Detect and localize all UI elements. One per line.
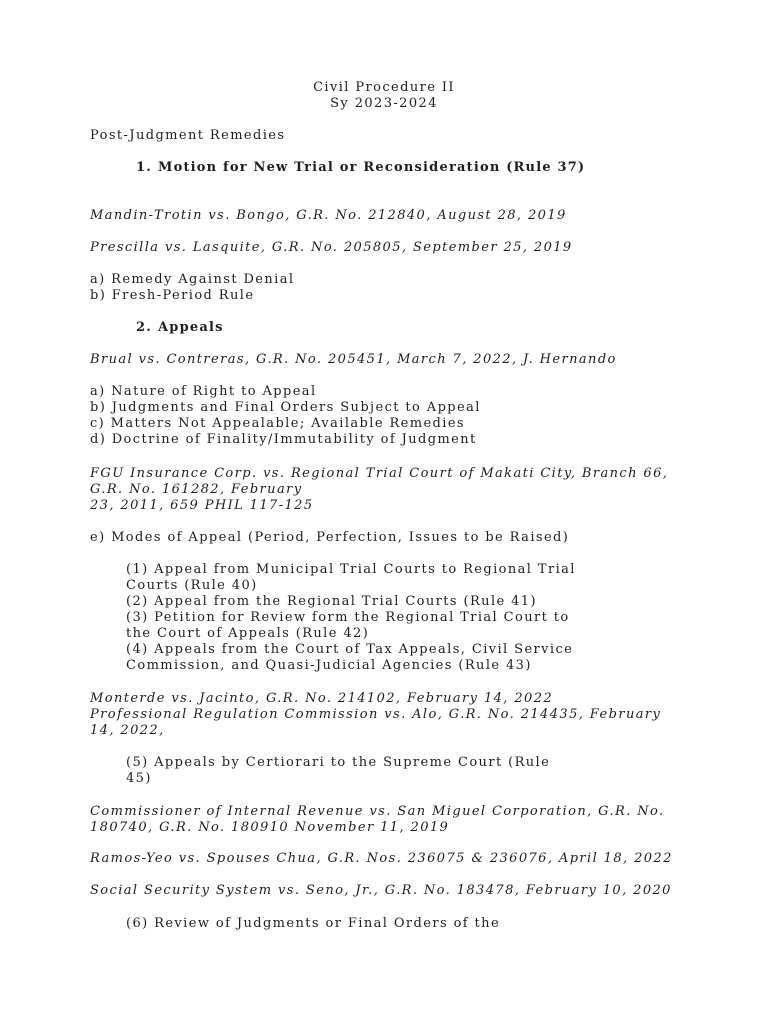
topic2-heading: Appeals [158, 320, 224, 335]
mode-item: (5) Appeals by Certiorari to the Supreme Court (Rule [126, 755, 551, 770]
case-citation: Prescilla vs. Lasquite, G.R. No. 205805, September 25, 2019 [90, 240, 573, 255]
section-title: Post-Judgment Remedies [90, 128, 286, 143]
topic1-number: 1. [136, 160, 152, 175]
case-citation: Social Security System vs. Seno, Jr., G.R. No. 183478, February 10, 2020 [90, 883, 672, 898]
case-citation: 23, 2011, 659 PHIL 117-125 [90, 498, 314, 513]
mode-item: (4) Appeals from the Court of Tax Appeals, Civil Service [126, 642, 574, 657]
subtopic-item: c) Matters Not Appealable; Available Remedies [90, 416, 466, 431]
subtopic-item: d) Doctrine of Finality/Immutability of Judgment [90, 432, 477, 447]
mode-item: Commission, and Quasi-Judicial Agencies (Rule 43) [126, 658, 532, 673]
case-citation: Ramos-Yeo vs. Spouses Chua, G.R. Nos. 236075 & 236076, April 18, 2022 [90, 851, 673, 866]
mode-item: Courts (Rule 40) [126, 578, 258, 593]
topic1-heading: Motion for New Trial or Reconsideration (Rule 37) [158, 160, 586, 175]
mode-item: (2) Appeal from the Regional Trial Courts (Rule 41) [126, 594, 537, 609]
topic2-number: 2. [136, 320, 152, 335]
course-title: Civil Procedure II [313, 80, 455, 95]
case-citation: Professional Regulation Commission vs. Alo, G.R. No. 214435, February [90, 707, 662, 722]
case-citation: FGU Insurance Corp. vs. Regional Trial Court of Makati City, Branch 66, [90, 466, 669, 481]
school-year: Sy 2023-2024 [330, 96, 438, 111]
mode-item: (1) Appeal from Municipal Trial Courts to Regional Trial [126, 562, 576, 577]
mode-item: (3) Petition for Review form the Regional Trial Court to [126, 610, 570, 625]
case-citation: Monterde vs. Jacinto, G.R. No. 214102, February 14, 2022 [90, 691, 554, 706]
modes-heading: e) Modes of Appeal (Period, Perfection, Issues to be Raised) [90, 530, 570, 545]
mode-item: the Court of Appeals (Rule 42) [126, 626, 370, 641]
case-citation: 180740, G.R. No. 180910 November 11, 2019 [90, 820, 450, 835]
subtopic-item: b) Fresh-Period Rule [90, 288, 255, 303]
case-citation: Brual vs. Contreras, G.R. No. 205451, March 7, 2022, J. Hernando [90, 352, 617, 367]
case-citation: Commissioner of Internal Revenue vs. San Miguel Corporation, G.R. No. [90, 804, 665, 819]
case-citation: G.R. No. 161282, February [90, 482, 303, 497]
case-citation: Mandin-Trotin vs. Bongo, G.R. No. 212840, August 28, 2019 [90, 208, 567, 223]
case-citation: 14, 2022, [90, 723, 165, 738]
subtopic-item: a) Nature of Right to Appeal [90, 384, 317, 399]
subtopic-item: b) Judgments and Final Orders Subject to Appeal [90, 400, 481, 415]
mode-item: 45) [126, 771, 152, 786]
subtopic-item: a) Remedy Against Denial [90, 272, 295, 287]
mode-item: (6) Review of Judgments or Final Orders of the [126, 916, 501, 931]
